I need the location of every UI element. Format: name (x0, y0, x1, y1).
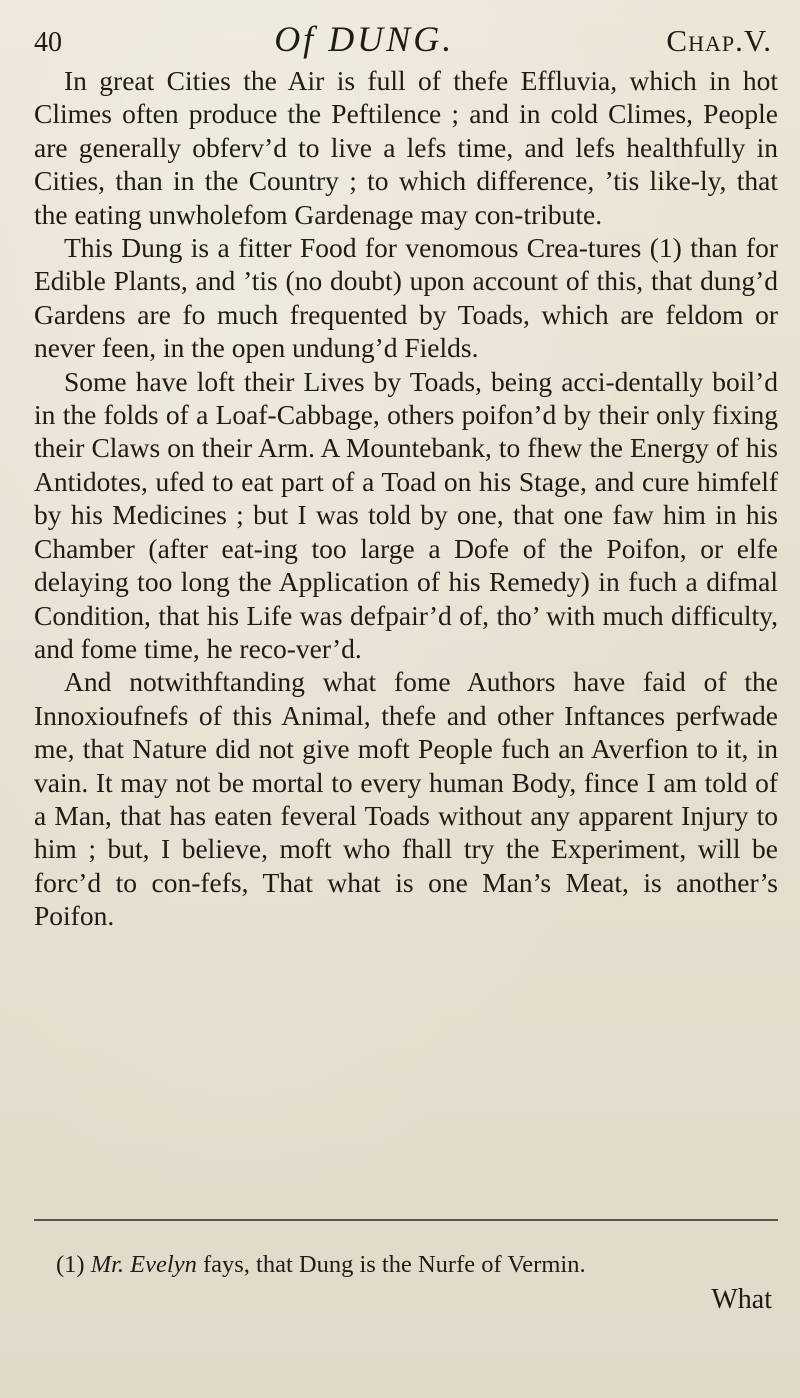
paragraph-toads: Some have loft their Lives by Toads, being acci-dentally boil’d in the folds of a Loaf-Cabbage, others poifon’d by their only fixing their Claws on their Arm. A Mountebank, to fhew the Energy of his Antidotes, ufed to eat part of a Toad on his Stage, and cure himfelf by his Medicines ; but I was told by one, that one faw him in his Chamber (after eat-ing too large a Dofe of the Poifon, or elfe delaying too long the Application of his Remedy) in fuch a difmal Condition, that his Life was defpair’d of, tho’ with much difficulty, and fome time, he reco-ver’d. (34, 365, 778, 664)
chapter-reference: Chap.V. (666, 23, 772, 58)
footnote-divider (34, 1219, 778, 1221)
paragraph-cities-effluvia: In great Cities the Air is full of thefe Effluvia, which in hot Climes often produce the Peftilence ; and in cold Climes, People are generally obferv’d to live a lefs time, and lefs healthfully in Cities, than in the Country ; to which difference, ’tis like-ly, that the eating unwholefom Gardenage may con-tribute. (34, 65, 778, 230)
running-head (34, 18, 772, 62)
footnote-marker: (1) (56, 1251, 85, 1278)
catchword: What (711, 1284, 772, 1315)
paragraph-innoxiousness: And notwithftanding what fome Authors have faid of the Innoxioufnefs of this Animal, thefe and other Inftances perfwade me, that Nature did not give moft People fuch an Averfion to it, in vain. It may not be mortal to every human Body, fince I am told of a Man, that has eaten feveral Toads without any apparent Injury to him ; but, I believe, moft who fhall try the Experiment, will be forc’d to con-fefs, That what is one Man’s Meat, is another’s Poifon. (34, 666, 778, 932)
page-number: 40 (34, 27, 62, 58)
footnote-text: fays, that Dung is the Nurfe of Vermin. (202, 1251, 586, 1278)
footnote (56, 1250, 756, 1280)
running-title: Of DUNG. (274, 19, 455, 59)
footnote-author: Mr. Evelyn (90, 1251, 197, 1278)
body-text (34, 64, 778, 933)
paragraph-dung-food: This Dung is a fitter Food for venomous Crea-tures (1) than for Edible Plants, and ’tis (no doubt) upon account of this, that dung’d Gardens are fo much frequented by Toads, which are feldom or never feen, in the open undung’d Fields. (34, 232, 778, 364)
